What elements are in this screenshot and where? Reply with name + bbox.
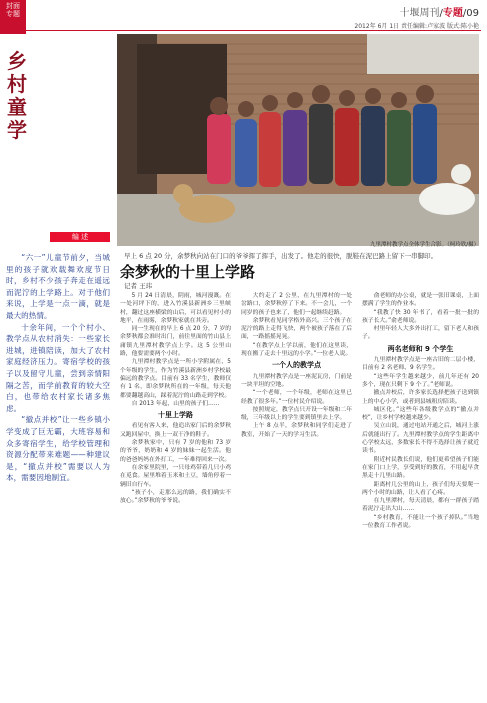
column-paragraph: 九里潭村教学点是一所小学附属在，5 个年级的学生，作为竹溪县新洲乡村学校最偏远的教学点。目前有 33 名学生，教师仅有 1 名，即余梦秋所在的一年级，每天他都要翻越高山，踩着泥泞的山路走到学校。 <box>120 359 231 399</box>
column-paragraph: 在九里潭村，每天清晨，都有一群孩子踏着泥泞走出大山…… <box>362 498 479 513</box>
column-paragraph: 同一生现在的早上 6 点 20 分，7 岁的余梦秋都会准时出门，前往里面的竹山县上庸镇九里潭村教学点上学。这 5 公里山路，他要需要两个小时。 <box>120 326 231 358</box>
column-paragraph: “乡村教育，不能让一个孩子掉队。”当地一位教育工作者说。 <box>362 514 479 530</box>
article-column-1 <box>120 292 231 694</box>
header-brand: 十堰周刊 <box>399 8 440 19</box>
vtitle-char: 村 <box>7 72 27 96</box>
corner-tag-line2: 专题 <box>6 10 20 18</box>
editorial-paragraph: 十余年间，一个个村小、教学点从农村消失：一些家长进城，进镇陪读，加大了农村家庭经济压力。寄宿学校的孩子以及留守儿童，尝到亲情阳隔之苦，而学前教育的较大空白，也带给农村家长诸多焦虑。 <box>6 322 110 413</box>
corner-tag-line1: 封面 <box>6 2 20 10</box>
column-paragraph: “一个老师，一个年级，老师在这里已经教了很多年。”一位村民介绍说。 <box>241 390 352 405</box>
column-paragraph: 按照规定，教学点只开设一年级和二年级，三年级以上的学生要到镇里去上学。 <box>241 406 352 422</box>
column-paragraph: 撤点并校后，许多家长选择把孩子送到镇上的中心小学，或者到县城租房陪读。 <box>362 390 479 405</box>
editorial-text <box>6 252 110 484</box>
vtitle-char: 学 <box>7 118 27 142</box>
column-paragraph: 俞老师的办公桌，就是一张旧课桌，上面摆满了学生的作业本。 <box>362 293 479 308</box>
header-separator: / <box>439 8 443 19</box>
header-line <box>354 4 479 19</box>
article-title: 余梦秋的十里上学路 <box>120 263 256 281</box>
column-paragraph: 大约走了 2 公里，在九里潭村的一处岔路口，余梦秋停了下来。不一会儿，一个同岁的孩子也来了，他们一起继续赶路。 <box>241 293 352 316</box>
column-paragraph: 余梦秋家中，只有 7 岁的他和 73 岁的爷爷，奶奶和 4 岁的妹妹一起生活。他的爸爸妈妈在外打工，一年难得回来一次。 <box>120 440 231 463</box>
column-paragraph: 上午 8 点半，余梦秋和同学们走进了教室，开始了一天的学习生活。 <box>241 423 352 438</box>
column-paragraph: 城区化。”这些年各级教学点的“撤点并校”，让乡村学校越来越少。 <box>362 406 479 422</box>
article-column-3 <box>362 292 479 694</box>
photo-illustration <box>117 34 479 246</box>
vertical-section-title <box>2 50 32 142</box>
article-author: 记者 王玮 <box>124 282 153 290</box>
column-paragraph: 附近村民教长们说，他们更希望孩子们能在家门口上学，享受到好的教育，不用起早贪黑走十几里山路。 <box>362 456 479 480</box>
vtitle-char: 乡 <box>7 49 27 73</box>
header-divider <box>26 30 481 31</box>
editorial-tag: 编 述 <box>50 232 110 242</box>
editorial-paragraph: “撤点并校”让一些乡镇小学变成了巨无霸，大班容易和众多寄宿学生，给学校管理和资源分配带来难题——种建议是，“撤点并校”需要以人为本，需要因地制宜。 <box>6 415 110 483</box>
section-heading: 十里上学路 <box>158 411 193 420</box>
page-header <box>354 4 479 30</box>
header-topic: 专题 <box>442 8 463 19</box>
column-paragraph: 距离村几公里的山上，孩子们每天要爬一两个小时的山路，让人看了心疼。 <box>362 481 479 496</box>
header-meta: 2012年 6月 1日 责任编辑:卢家波 版式:陈小艳 <box>354 23 479 30</box>
section-heading: 两名老师和 9 个学生 <box>387 344 454 353</box>
group-photo <box>117 34 479 246</box>
column-paragraph: 自 2013 年起，山里的孩子们…… <box>131 400 220 407</box>
article-subtitle: 早上 6 点 20 分，余梦秋向站在门口的爷爷挥了挥手，出发了。他走的很快，脱鞋在泥巴路上留下一串脚印。 <box>124 252 438 260</box>
photo-caption: 九里潭村教学点全体学生合影。（柯玲欣/摄） <box>370 242 480 248</box>
column-paragraph: “在教学点上学以前，他们在这里读，现在搬了走去十里远的小学。”一位老人说。 <box>241 342 352 358</box>
column-paragraph: 5 月 24 日清晨，阴雨，城河漫溉。在一处河坪下的，进入竹溪县新洲乡三里峡村，翻过这座横梁的山后，可以看见村小的地平，在雨雾，余梦秋家就在其旁。 <box>120 293 231 324</box>
column-paragraph: “孩子小，走那么远的路，我们确实不放心。”余梦秋的爷爷说。 <box>120 489 231 505</box>
column-paragraph: 九里潭村教学点是一座泥瓦房，门前是一块平坦的空地。 <box>241 373 352 388</box>
column-paragraph: 村里年轻人大多外出打工，留下老人和孩子。 <box>362 326 479 341</box>
column-paragraph: “这些年学生越来越少，前几年还有 20 多个，现在只剩下 9 个了。”老师说。 <box>362 373 479 388</box>
column-paragraph: 看见有客人来，他追出家门后的余梦秋又跑回屋中，换上一双干净的鞋子。 <box>120 423 231 438</box>
column-paragraph: 吴立山说，通过电站开通之后，城河上涨后就能出行了。九里潭村教学点的学生距离中心学校太远，多数家长不得不选择让孩子就近读书。 <box>362 423 479 455</box>
article-column-2 <box>241 292 352 694</box>
column-paragraph: 在余家里院里，一只母鸡带着几只小鸡在觅食。屋里堆着玉米和土豆，墙角停着一辆旧自行车。 <box>120 464 231 488</box>
section-heading: 一个人的教学点 <box>272 361 321 370</box>
section-corner-tag <box>0 0 26 34</box>
header-page-number: /09 <box>462 8 479 19</box>
column-paragraph: 余梦秋看见同学格外高兴。三个孩子在泥泞的路上走得飞快，两个被孩子落在了后面，一路摇摇晃晃。 <box>241 317 352 341</box>
editorial-paragraph: “六一”儿童节前夕，当城里的孩子就欢载舞欢度节日时，乡村不少孩子奔走在遥远而泥泞的上学路上。对于他们来说，上学是一点一滴，就是最大的热情。 <box>6 253 110 320</box>
column-paragraph: “我教了快 30 年书了，看着一批一批的孩子长大。”俞老师说。 <box>362 309 479 324</box>
vtitle-char: 童 <box>7 95 27 119</box>
column-paragraph: 九里潭村教学点是一座古旧的二层小楼，目前有 2 名老师、9 名学生。 <box>362 357 479 372</box>
